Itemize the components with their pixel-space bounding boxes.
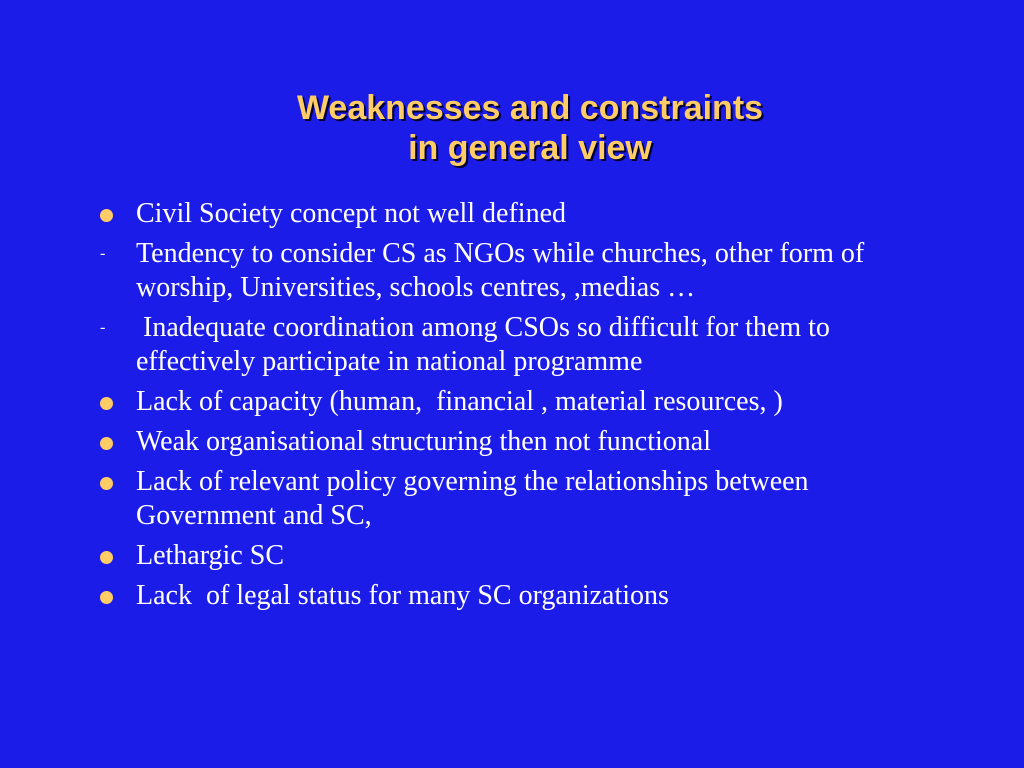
bullet-item <box>96 425 946 459</box>
bullet-item <box>96 311 946 379</box>
bullet-text: Civil Society concept not well defined <box>136 198 567 229</box>
bullet-item <box>96 465 946 533</box>
bullet-dash-icon: - <box>100 245 106 262</box>
slide-title <box>180 88 880 168</box>
bullet-dot-icon <box>96 385 136 419</box>
bullet-dot-icon <box>96 197 136 231</box>
bullet-text: Lethargic SC <box>136 540 285 571</box>
bullet-text: Inadequate coordination among CSOs so difficult for them to effectively participate in national programme <box>136 312 837 377</box>
bullet-dot-icon <box>96 465 136 499</box>
slide-title-line-1: Weaknesses and constraints <box>296 89 764 127</box>
bullet-text: Weak organisational structuring then not functional <box>136 426 711 457</box>
bullet-dash-icon: - <box>100 319 106 336</box>
bullet-text: Lack of legal status for many SC organizations <box>136 580 669 611</box>
bullet-text: Lack of relevant policy governing the relationships between Government and SC, <box>136 466 816 531</box>
bullet-item <box>96 579 946 613</box>
bullet-list <box>96 197 946 619</box>
bullet-dot-icon <box>96 539 136 573</box>
bullet-dot-icon <box>96 579 136 613</box>
bullet-text: Tendency to consider CS as NGOs while churches, other form of worship, Universities, schools centres, ,medias … <box>136 238 872 303</box>
bullet-text: Lack of capacity (human, financial , material resources, ) <box>136 386 783 417</box>
bullet-item <box>96 197 946 231</box>
bullet-dot-icon <box>96 425 136 459</box>
slide-title-line-2: in general view <box>408 129 652 167</box>
bullet-item <box>96 385 946 419</box>
bullet-item <box>96 237 946 305</box>
bullet-item <box>96 539 946 573</box>
